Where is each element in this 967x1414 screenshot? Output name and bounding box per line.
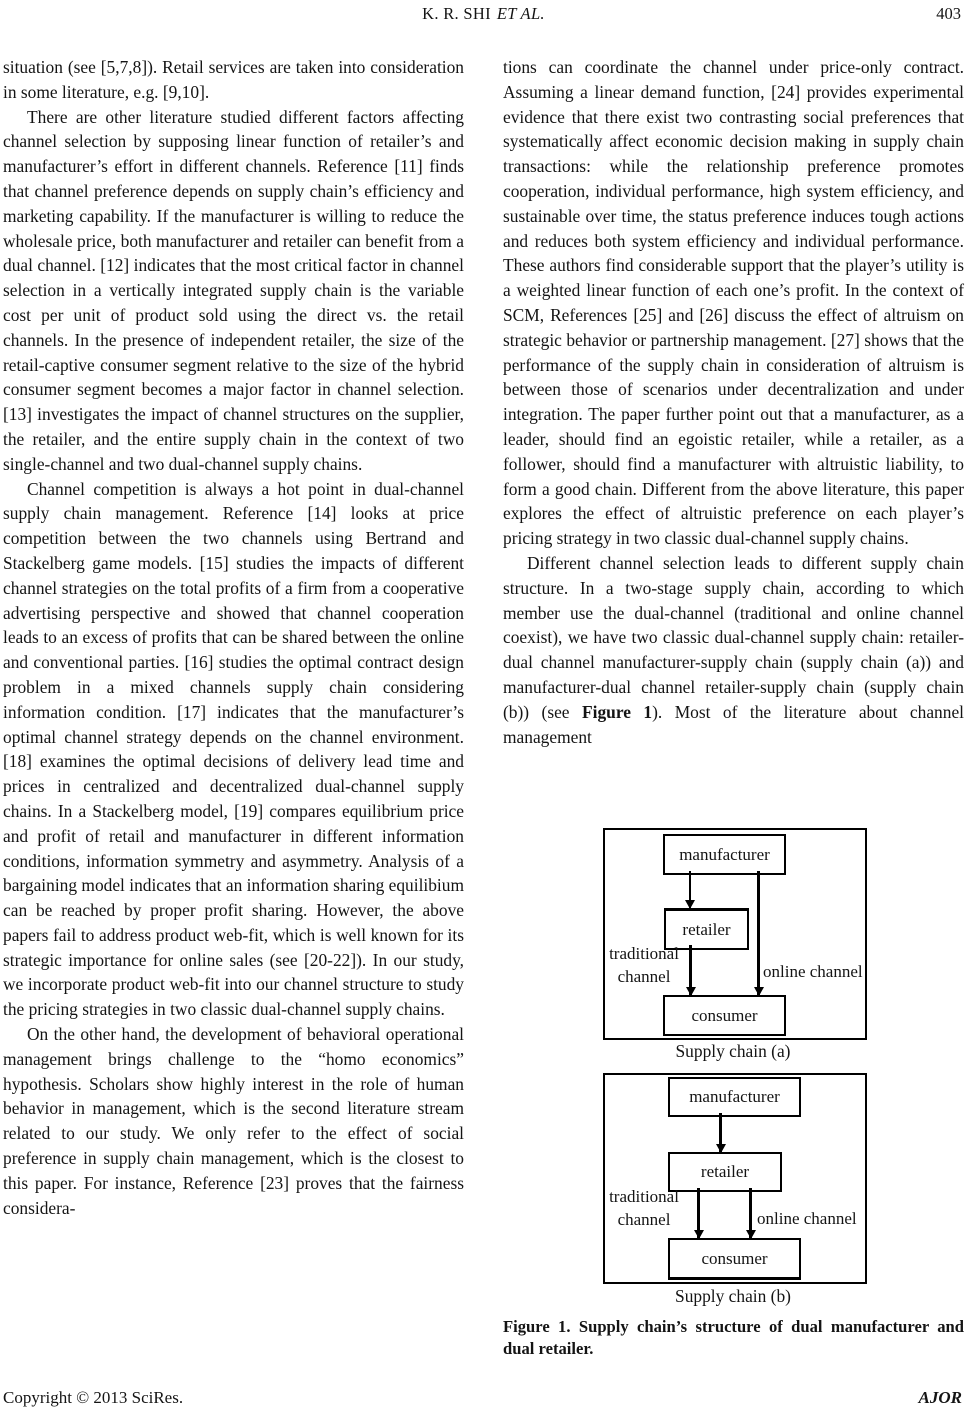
arrow-manufacturer-to-retailer [719, 1113, 722, 1152]
online-channel-label: online channel [763, 962, 863, 981]
retailer-node [668, 1152, 782, 1192]
supply-chain-b-caption: Supply chain (b) [675, 1286, 791, 1306]
paragraph-text: Different channel selection leads to different supply chain structure. In a two-stage supply chain, according to which member use the dual-channel (traditional and online channel coexist), we have two classic dual-channel supply chain: retailer-dual channel manufacturer-supply chain (supply chain (a)) and manufacturer-dual channel retailer-supply chain (supply chain (b)) (see [503, 552, 964, 722]
copyright-notice: Copyright © 2013 SciRes. [3, 1388, 184, 1407]
paragraph [503, 551, 964, 749]
supply-chain-a-diagram [603, 828, 867, 1040]
retailer-label: retailer [700, 1162, 750, 1181]
figure-1-caption: Figure 1. Supply chain’s structure of dual manufacturer and dual retailer. [503, 1317, 964, 1358]
retailer-label: retailer [682, 919, 731, 939]
manufacturer-label: manufacturer [689, 1087, 780, 1106]
right-column [503, 55, 964, 749]
left-column [3, 55, 464, 1220]
consumer-node [668, 1238, 801, 1280]
running-head-authors: K. R. SHI [422, 4, 491, 23]
arrow-retailer-to-consumer [689, 945, 692, 995]
paragraph: There are other literature studied different factors affecting channel selection by supposing linear function of retailer’s and manufacturer’s effort in different channels. Reference [11] finds that channel preference depends on supply chain’s efficiency and marketing capability. If the manufacturer is willing to reduce the wholesale price, both manufacturer and retailer can benefit from a dual channel. [12] indicates that the most critical factor in channel selection in a vertically integrated supply chain is the variable cost per unit of product sold using the direct vs. the retail channels. In the presence of independent retailer, the size of the retail-captive consumer segment relative to the size of the hybrid consumer segment becomes a major factor in channel selection. [13] investigates the impact of channel structures on the supplier, the retailer, and the entire supply chain in the context of two single-channel and two dual-channel supply chains. [3, 106, 464, 474]
paragraph-continuation: situation (see [5,7,8]). Retail services are taken into consideration in some literature, e.g. [9,10]. [3, 57, 464, 102]
manufacturer-node [668, 1077, 801, 1117]
arrow-manufacturer-to-retailer [689, 871, 691, 908]
arrow-retailer-to-consumer-traditional [697, 1188, 700, 1238]
manufacturer-node [663, 834, 786, 875]
consumer-label: consumer [691, 1005, 758, 1025]
supply-chain-b-diagram [603, 1073, 867, 1284]
traditional-channel-label: traditional channel [609, 944, 679, 986]
figure-reference: Figure 1 [582, 701, 653, 722]
consumer-label: consumer [701, 1248, 768, 1268]
traditional-channel-label: traditional channel [609, 1187, 679, 1229]
paragraph-text: ). Most of the literature about channel management [503, 701, 964, 747]
arrow-retailer-to-consumer-online [749, 1188, 752, 1238]
paragraph-continuation: tions can coordinate the channel under price-only contract. Assuming a linear demand function, [24] provides experimental evidence that there exist two contrasting social preferences that systematically affect economic decision making in supply chain transactions: while the relationship preference promotes cooperation, individual performance, high system efficiency, and sustainable over time, the status preference induces tough actions and reduces both system efficiency and individual performance. These authors find considerable support that the player’s utility is a weighted linear function of each one’s profit. In the context of SCM, References [25] and [26] discuss the effect of altruism on strategic behavior or partnership management. [27] shows that the performance of the supply chain in consideration of altruism is between those of scenarios under decentralization and under integration. The paper further point out that a manufacturer, as a leader, should find an egoistic retailer, while a retailer, as a follower, should find a manufacturer with altruistic liability, to form a good chain. Different from the above literature, this paper explores the effect of altruistic preference on each player’s pricing strategy in two classic dual-channel supply chains. [503, 57, 964, 549]
paragraph: On the other hand, the development of behavioral operational management brings challenge to the “homo economics” hypothesis. Scholars show highly interest in the role of human behavior in management, which is the second literature stream related to our study. We only refer to the effect of social preference in supply chain management, which is the closest to this paper. For instance, Reference [23] proves that the fairness considera- [3, 1024, 464, 1218]
arrow-manufacturer-to-consumer-online [757, 871, 760, 995]
consumer-node [663, 995, 786, 1036]
manufacturer-label: manufacturer [679, 844, 770, 864]
supply-chain-a-caption: Supply chain (a) [675, 1041, 791, 1061]
journal-abbreviation: AJOR [918, 1388, 962, 1407]
online-channel-label: online channel [757, 1209, 857, 1228]
page-number: 403 [936, 4, 961, 23]
page-header [0, 4, 967, 28]
running-head-etal: ET AL. [496, 4, 545, 23]
paragraph: Channel competition is always a hot point in dual-channel supply chain management. Reference [14] looks at price competition between the two channels using Bertrand and Stackelberg game models. [15] studies the impacts of different channel strategies on the total profits of a firm from a cooperative advertising perspective and showed that channel cooperation leads to an excess of profits that can be shared between the online and conventional parties. [16] studies the optimal contract design problem in a mixed channels supply chain considering information condition. [17] indicates that the manufacturer’s optimal channel strategy depends on the channel environment. [18] examines the optimal decisions of delivery lead time and prices in centralized and decentralized dual-channel supply chains. In a Stackelberg model, [19] compares equilibrium price and profit of retail and manufacturer in different information conditions, information symmetry and asymmetry. Analysis of a bargaining model indicates that an information sharing equilibium can be reached by proper profit sharing. However, the above papers fail to address product web-fit, which is well known for its strategic importance for online sales (see [20-22]). In our study, we incorporate product web-fit into our channel structure to study the pricing strategies in two classic dual-channel supply chains. [3, 478, 464, 1020]
running-head [0, 4, 967, 24]
